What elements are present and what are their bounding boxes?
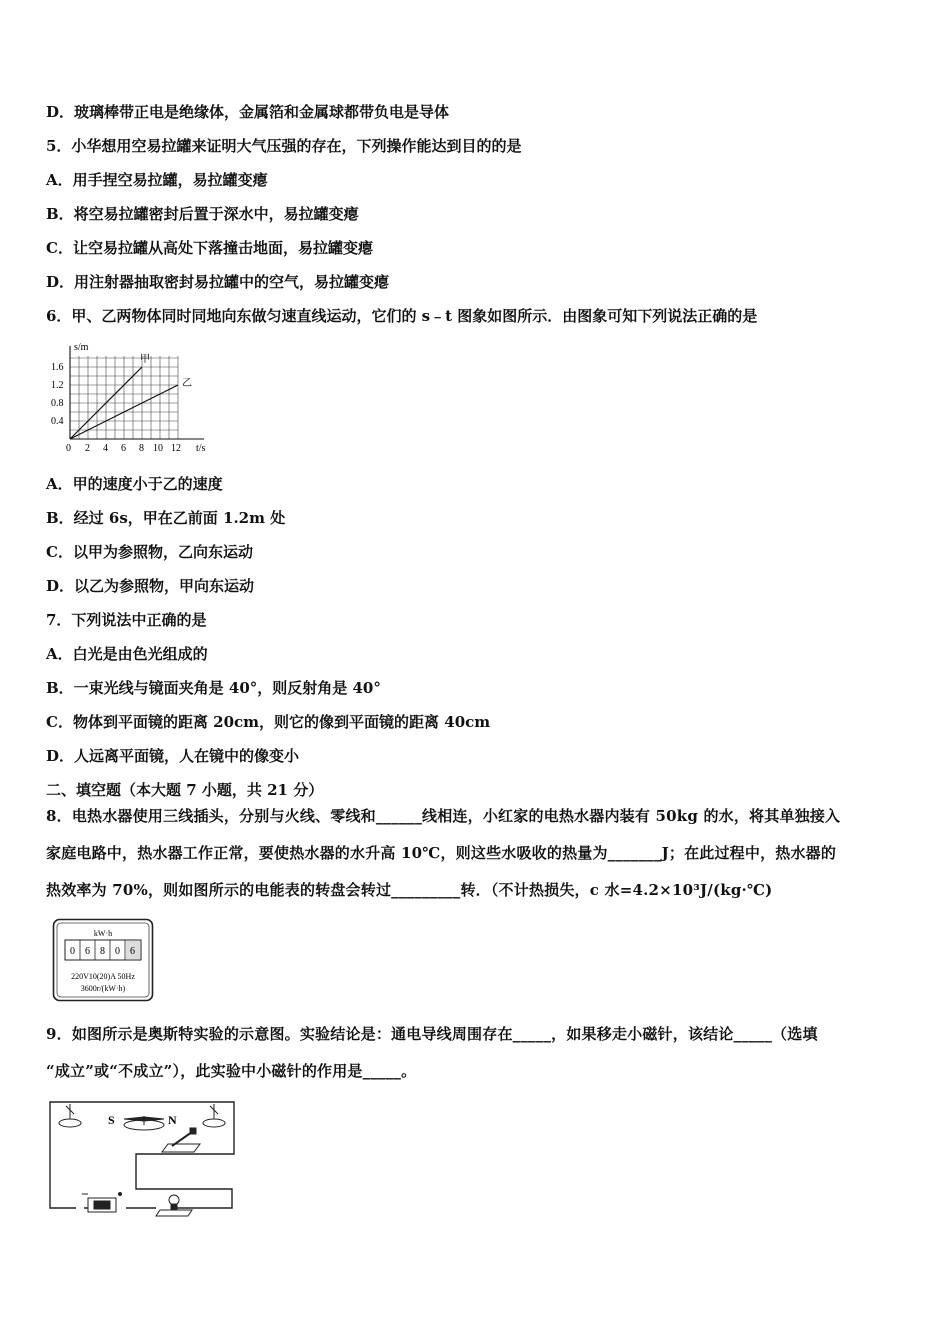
meter-digit-5: 6 xyxy=(130,946,135,957)
compass-right xyxy=(203,1104,225,1127)
meter-unit: kW·h xyxy=(93,929,113,938)
q7-option-c: C．物体到平面镜的距离 20cm，则它的像到平面镜的距离 40cm xyxy=(46,713,491,731)
label-yi: 乙 xyxy=(182,378,192,389)
meter-digit-2: 6 xyxy=(85,946,90,957)
q5-option-a: A．用手捏空易拉罐，易拉罐变瘪 xyxy=(46,171,268,189)
q7-option-d: D．人远离平面镜，人在镜中的像变小 xyxy=(46,747,300,765)
meter-digit-1: 0 xyxy=(70,946,75,957)
q8-line-2: 家庭电路中，热水器工作正常，要使热水器的水升高 10℃，则这些水吸收的热量为_______J；在此过程中，热水器的 xyxy=(46,844,837,862)
x-tick-10: 10 xyxy=(153,443,163,454)
st-graph xyxy=(46,338,216,460)
q9-line-1: 9．如图所示是奥斯特实验的示意图。实验结论是：通电导线周围存在_____，如果移走小磁针，该结论_____（选填 xyxy=(46,1025,818,1043)
x-tick-2: 2 xyxy=(85,443,90,454)
q8-line-3: 热效率为 70%，则如图所示的电能表的转盘会转过_________转．（不计热损失，c 水=4.2×10³J/(kg·℃) xyxy=(46,881,773,899)
meter-digit-4: 0 xyxy=(115,946,120,957)
meter-spec-1: 220V10(20)A 50Hz xyxy=(71,972,135,981)
label-jia: 甲 xyxy=(140,354,150,365)
y-tick-0.8: 0.8 xyxy=(51,398,64,409)
energy-meter xyxy=(52,918,154,1002)
q5-stem: 5．小华想用空易拉罐来证明大气压强的存在，下列操作能达到目的的是 xyxy=(46,137,522,155)
q6-stem: 6．甲、乙两物体同时同地向东做匀速直线运动，它们的 s﹣t 图象如图所示．由图象可知下列说法正确的是 xyxy=(46,307,758,325)
q6-option-b: B．经过 6s，甲在乙前面 1.2m 处 xyxy=(46,509,286,527)
x-tick-8: 8 xyxy=(139,443,144,454)
q8-line-1: 8．电热水器使用三线插头，分别与火线、零线和______线相连，小红家的电热水器内装有 50kg 的水，将其单独接入 xyxy=(46,807,841,825)
x-tick-12: 12 xyxy=(171,443,181,454)
oersted-diagram xyxy=(44,1094,240,1222)
q7-option-b: B．一束光线与镜面夹角是 40°，则反射角是 40° xyxy=(46,679,381,697)
label-s: S xyxy=(108,1113,115,1127)
x-axis-label: t/s xyxy=(196,443,206,454)
magnetic-needle xyxy=(124,1116,164,1130)
q5-option-d: D．用注射器抽取密封易拉罐中的空气，易拉罐变瘪 xyxy=(46,273,390,291)
q5-option-c: C．让空易拉罐从高处下落撞击地面，易拉罐变瘪 xyxy=(46,239,373,257)
q9-line-2: “成立”或“不成立”），此实验中小磁针的作用是_____。 xyxy=(46,1062,417,1080)
switch xyxy=(162,1128,200,1152)
y-axis-label: s/m xyxy=(74,342,89,353)
x-tick-0: 0 xyxy=(66,443,71,454)
meter-digit-3: 8 xyxy=(100,946,105,957)
x-tick-4: 4 xyxy=(103,443,108,454)
bulb xyxy=(156,1195,192,1216)
compass-left xyxy=(59,1104,81,1127)
q6-option-d: D．以乙为参照物，甲向东运动 xyxy=(46,577,255,595)
x-tick-6: 6 xyxy=(121,443,126,454)
y-tick-1.2: 1.2 xyxy=(51,380,64,391)
label-n: N xyxy=(168,1113,177,1127)
q6-option-a: A．甲的速度小于乙的速度 xyxy=(46,475,223,493)
section-2-heading: 二、填空题（本大题 7 小题，共 21 分） xyxy=(46,781,324,799)
q7-option-a: A．白光是由色光组成的 xyxy=(46,645,208,663)
q6-option-c: C．以甲为参照物，乙向东运动 xyxy=(46,543,253,561)
q4-option-d: D．玻璃棒带正电是绝缘体，金属箔和金属球都带负电是导体 xyxy=(46,103,450,121)
meter-spec-2: 3600r/(kW·h) xyxy=(80,984,126,993)
battery xyxy=(82,1193,122,1213)
y-tick-1.6: 1.6 xyxy=(51,362,64,373)
q7-stem: 7．下列说法中正确的是 xyxy=(46,611,207,629)
q5-option-b: B．将空易拉罐密封后置于深水中，易拉罐变瘪 xyxy=(46,205,359,223)
y-tick-0.4: 0.4 xyxy=(51,416,64,427)
